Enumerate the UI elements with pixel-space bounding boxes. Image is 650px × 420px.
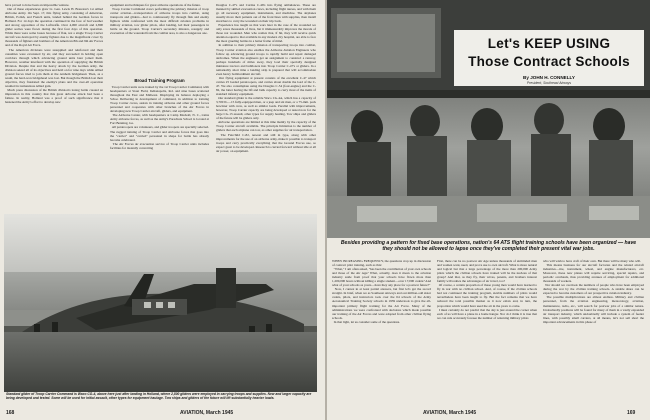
left-page-column-2-bottom: Troop Carrier units were trained by the 1st Troop Carrier Command, with headquarters at Stout Field, Indianapolis, Ind. and nine bases scattered throughout the East and Midwest. Displaying its balance deploying a Schoo Delivering in development of command, in addition to training Troop Carrier crews, assists in training airborne and other ground forces personnel and cooperates with other branches of the Air Forces in developing new Troop Carrier aircraft, gliders, and equipment. The Airborne Center, with headquarters at Camp Mackall, N. C., trains Army airborne forces, as well as the Army's Parachute School is located at Fort Benning, Ga. All paratroopers are volunteers, and glider troopers are specially selected. The rugged training of Troop Carrier and Airborne forces that goes into the "carrier" and "carried" personnel in shape for battle has already become celebrated. The Air Forces air evacuation service of Troop Carrier units includes facilities for instantly converting bbox=[110, 85, 210, 150]
right-page-column-2: First, there can be no postwar Air Age unless thousands of airminded men and women want, need, and prove use to own aircraft. What is more natural and logical but that a large percentage of the more than 200,000 Army pilots which the civilian schools have trained will be the nucleus of that group? And that, as they fly, their wives, parents, and brothers interest family will realize the advantages of air travel, too? Of course, a certain proportion of these young men would have learned to fly in war with no civilian school. And, of course, if the civilian schools had not continued the training program, sizable numbers of pilots would nevertheless have been taught to fly. But the fact remains that we have reduced the total possible market as it now exists and, in turn, the proportion which would have used the air in the years to come. I must certainly do not predict that the day is just around the corner when each of us will have a plane in a home hangar. Nor do I think it is true that we can rule accurately foresee the number of returning military pilots bbox=[437, 259, 537, 320]
right-page-column-3: who will wish to have craft of their own. But there will be many who will. This means business for our aircraft factories and the related aircraft industries—tire, instrument, wheel, and engine manufacturers, etc. Moreover, these new planes will require servicing, special repairs, and periodic overhauls, thus providing avenues of employment for additional thousands of workers. Nor should we overlook the numbers of people who have been employed during the war by the civilian training schools. A sizable share can be expected to become customers of our prospective aviation industry. The possible multiplications are almost endless. Military and civilian personnel, from the aviation engineering, meteorology, aviation, maintenance, radio, etc., will search for postwar jobs of a similar nature. Undoubtedly positions will be found for many of them in a vastly expanded air transport industry, which undoubtedly will include a system of feeder lines, with possibly small carriers, at all means, let's not sell short the important advancements in this phase of bbox=[543, 259, 644, 324]
article-title-box bbox=[454, 30, 644, 86]
article-title-line-2: Those Contract Schools bbox=[468, 54, 630, 69]
right-page bbox=[327, 0, 650, 420]
article-title-line-1: Let's KEEP USING bbox=[487, 36, 611, 51]
photo-caption: Standard glider of Troop Carrier Command is Waco CG-4, above here just after landing in Holland, where 2,800 gliders were employed in carrying troops and supplies. New and larger capacity are being developed and tested. Some will be used for initial assault, other types for equipment haulage. Tow ships and gliders of the future will lift substantially heavier loads. bbox=[6, 392, 312, 400]
left-running-title: AVIATION, March 1945 bbox=[180, 410, 234, 416]
left-page-column-3: Douglas C-47's and Curtiss C-46's into flying ambulances. These are manned by skilled evacuation crews, including flight nurses, and with them go all necessary equipment, instruments, and medicine. The airplanes usually move their patients out of the front lines with supplies, then install stretchers to carry the wounded on their trip back. Experience has taught us that wars later in the case of the wounded we only saves thousands of lives, but it immeasurably improves the morale of those not wounded. Men who realize that, if hit, they will receive quick attention equal to that available in any modern city hospital, are able to face the most grueling battles in a better frame of mind. In addition to their primary mission of transporting troops into combat, Troop Carrier aviation also enables the Airborne Aviation Engineers who follow up advancing ground troops to rapidly build and repair damaged airdromes. When the engineers get an assignment to construct a runway, perhaps hundreds of miles away, they load their specially designed miniature tractors and bulldozers into Troop Carrier C-47's or gliders. In a remarkably short time a landing strip is prepared that will accommodate even heavy bombardment aircraft. Our flying equipment at present consists of the excellent C-47 which carries 25 loaded paratroopers, and carries about double the load of the C-47. We also contemplate using the Douglas C-54 (four-engine) and the C-82, the latter having the lift and bulk capacity to carry most of the items of standard infantry equipment. Our standard glider is the reliable Waco CG-4A, which has a capacity of 3,700 lb.—15 fully-equipped men, or a jeep and six men, or a 75-mm. pack howitzer with crew, as well as similar loads. Parallel with improvements, however, Troop Carrier capacity are being developed or tested now for the large CG-13 assault, other types for supply hauling, Tow ships and gliders of the future will be gliders only. Airborne operations are limited at this time mainly by the capacity of the Troop Carrier aircraft available. The principle limitation is the number of gliders that each airplane can tow, as other supplies for air transportation. The Fairchild C-82, newest and still in type, along with other improvements for the use of an airborne army, make it possible to transport troops and carry practically everything that the Ground Forces use, so expect great to be developed. Research is carried forward without idle at all air power, on equipment. bbox=[216, 3, 316, 153]
classroom-photo bbox=[327, 0, 650, 238]
right-running-title: AVIATION, March 1945 bbox=[423, 410, 477, 416]
left-page-number: 168 bbox=[6, 410, 15, 416]
right-page-number: 169 bbox=[627, 410, 636, 416]
section-subhead: Broad Training Program bbox=[134, 78, 185, 83]
article-byline: By JOHN H. CONNELLY bbox=[523, 75, 575, 80]
right-page-column-1: WHEN INCREASING FREQUENCY, the questions crop up in discussion of contract pilot training, such as this: "What," I am often asked, "has been the contribution of your own schools and those of the Air Age? What, actually, does it mean to the aviation industry aside from proof that your schools have flown more than 1,200,000 hours without killing a single student—over 17,000 cadets? And what of your schools as yours—have they any place for a postwar future?" Now, I cannot in at least partial answers, but first let's get the record straight. In brief, when we as Southeast Airways and our million-odd sister cadets, pilots, and instructors took over the 64 schools of the Army Aeronautical Training Society schools in 1939 undertook to give the all-important primary flight training for the Air Force. Many of the administrations we were confronted with decisions which made possible our training of the Air Forces and were adopted from other civilian flying schools. In that light, let us consider some of the questions. bbox=[332, 259, 431, 324]
author-title: President, Southeast Airways bbox=[526, 80, 572, 85]
left-page-column-2-top: equipment and techniques for great airborne operations of the future. Troop Carrier Command crews performing the primary mission of troop carrier aviation—transportation of airborne troops into combat, using transports and gliders—had to continuously fly through flak and enemy fighters while confronted with the most difficult aviation problems in military aviation, tow glider pilots, after landing, led their passengers in battle on the ground. Troop Carrier's secondary mission, resupply and evacuation of the wounded from the combat area, is also a dangerous one. bbox=[110, 3, 209, 36]
waco-glider-photo bbox=[4, 214, 317, 392]
photo-ground bbox=[4, 332, 317, 392]
article-deck: Besides providing a pattern for fixed base operations, nation's 64 ATS flight training schools have been organized — have they should not be allowed to lapse once they've completed their present vital war jobs. bbox=[340, 240, 637, 253]
left-page-column-1: have proved to have been an impossible venture. Out of these experiences grew Lt. Gen. Lewis H. Brereton's 1st Allied Airborne Army. On Sept. 17, this flying army, consisting of American, British, Polish, and French units, landed behind the German forces in Holland. For 14 days the operation continued in the face of bad weather and strong opposition of the Luftwaffe. Over 4,000 aircraft and 2,800 glider sorties were flown during the first four days of this operation. While there were some losses because of flak, not a single Troop Carrier aircraft was destroyed by enemy fighters due to the magnificent cover by thousands of fighters and bombers of the American 8th and 9th Air Forces and of the Royal Air Force. The American divisions were resupplied and reinforced and their casualties were evacuated by air, and they succeeded in holding open corridors through which advancing ground units later joined them. However, weather interfered with the operation of supplying the British Division. Despite that and the heavy attack by the German army, the division seized all of its objectives and held on for nine days while Allied ground forces tried to join them at the Arnhem bridgehead. Then, as a result, the hard-won bridgehead was lost. But though the British lost their objective, they frustrated the enemy's plans and the over-all operation resulted in tremendous Allied gain. Much press discussion of the British division's losing battle created an impression in this country that this great airborne attack had been a failure. In reality, Holland was a proof of such significance that it hastened the Army's effort to develop new bbox=[5, 3, 103, 105]
